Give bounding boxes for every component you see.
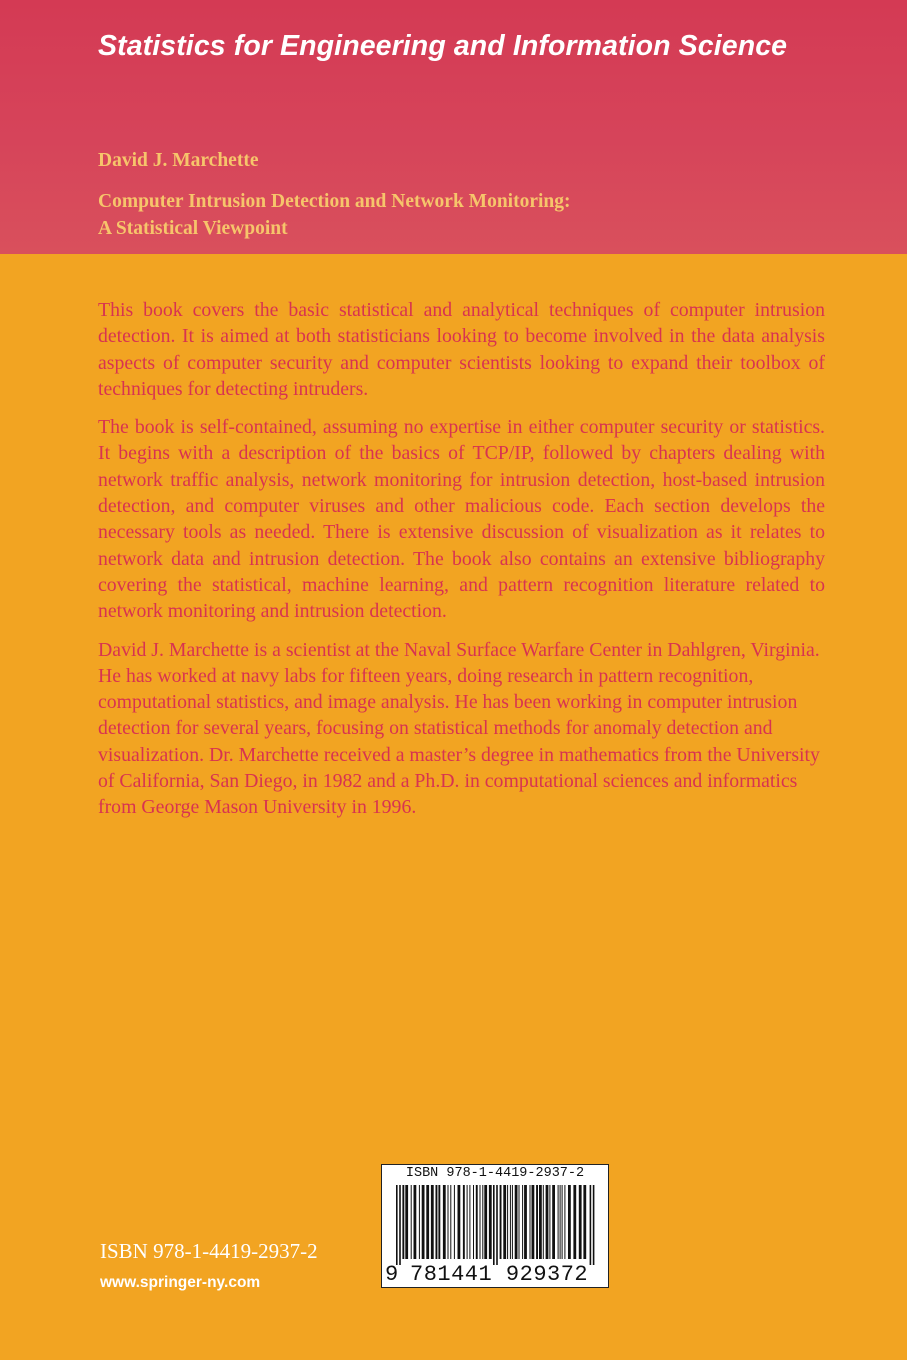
series-title: Statistics for Engineering and Information Science xyxy=(98,30,788,62)
barcode-lead-digit: 9 xyxy=(385,1262,399,1287)
book-title xyxy=(98,188,571,242)
blurb-paragraph-1: This book covers the basic statistical and analytical techniques of computer intrusion detection. It is aimed at both statisticians looking to become involved in the data analysis aspects of computer security and computer scientists looking to expand their toolbox of techniques for detecting intruders. xyxy=(98,299,825,400)
barcode-isbn-text: ISBN 978-1-4419-2937-2 xyxy=(405,1166,585,1181)
publisher-url: www.springer-ny.com xyxy=(100,1274,261,1291)
blurb xyxy=(98,297,825,833)
barcode xyxy=(381,1164,609,1288)
barcode-digits: 781441 929372 xyxy=(410,1262,589,1287)
author-bio-paragraph: David J. Marchette is a scientist at the Naval Surface Warfare Center in Dahlgren, Virginia. He has worked at navy labs for fifteen years, doing research in pattern recognition, computational statistics, and image analysis. He has been working in computer intrusion detection for several years, focusing on statistical methods for anomaly detection and visualization. Dr. Marchette received a master’s degree in mathematics from the University of California, San Diego, in 1982 and a Ph.D. in computational sciences and informatics from George Mason University in 1996. xyxy=(98,638,820,819)
barcode-bars-icon xyxy=(396,1185,596,1265)
author-name: David J. Marchette xyxy=(98,150,259,171)
book-title-line-1: Computer Intrusion Detection and Network Monitoring: xyxy=(98,191,571,212)
book-title-line-2: A Statistical Viewpoint xyxy=(98,218,288,239)
isbn-label: ISBN 978-1-4419-2937-2 xyxy=(100,1239,318,1263)
blurb-paragraph-2: The book is self-contained, assuming no expertise in either computer security or statistics. It begins with a description of the basics of TCP/IP, followed by chapters dealing with network traffic analysis, network monitoring for intrusion detection, host-based intrusion detection, and computer viruses and other malicious code. Each section develops the necessary tools as needed. There is extensive discussion of visualization as it relates to network data and intrusion detection. The book also contains an extensive bibliography covering the statistical, machine learning, and pattern recognition literature related to network monitoring and intrusion detection. xyxy=(98,416,825,623)
